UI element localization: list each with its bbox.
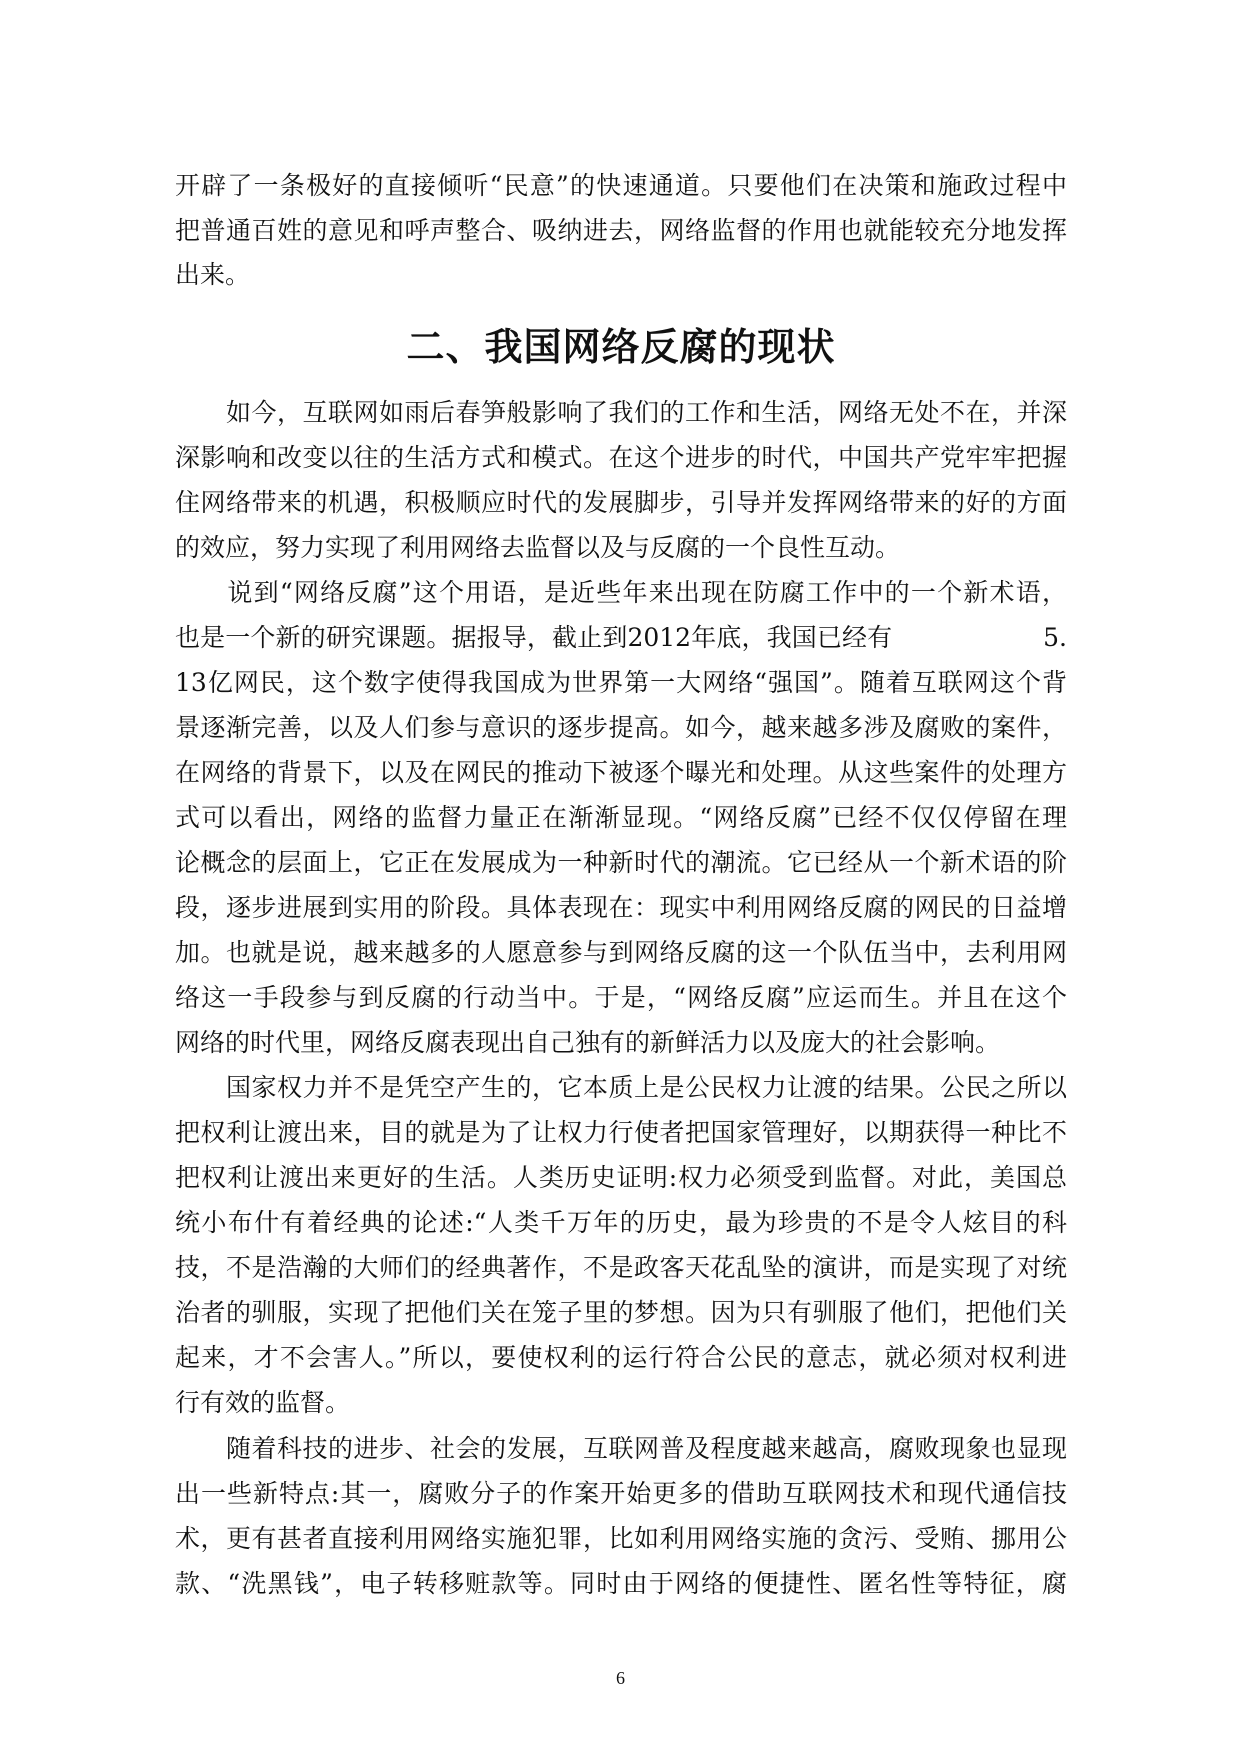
text-line: 景逐渐完善，以及人们参与意识的逐步提高。如今，越来越多涉及腐败的案件， [175,713,1067,742]
text-line: 行有效的监督。 [175,1388,351,1417]
text-line: 络这一手段参与到反腐的行动当中。于是，“网络反腐”应运而生。并且在这个 [175,983,1067,1012]
section-heading: 二、我国网络反腐的现状 [406,325,836,369]
text-line: 住网络带来的机遇，积极顺应时代的发展脚步，引导并发挥网络带来的好的方面 [175,488,1067,517]
text-line: 深影响和改变以往的生活方式和模式。在这个进步的时代，中国共产党牢牢把握 [175,443,1067,472]
text-line: 把权利让渡出来，目的就是为了让权力行使者把国家管理好，以期获得一种比不 [175,1118,1067,1147]
text-line: 起来，才不会害人。”所以，要使权利的运行符合公民的意志，就必须对权利进 [175,1343,1067,1372]
text-line: 治者的驯服，实现了把他们关在笼子里的梦想。因为只有驯服了他们，把他们关 [175,1298,1067,1327]
text-line: 在网络的背景下，以及在网民的推动下被逐个曝光和处理。从这些案件的处理方 [175,758,1067,787]
text-line: 出一些新特点:其一，腐败分子的作案开始更多的借助互联网技术和现代通信技 [175,1479,1067,1508]
text-line: 也是一个新的研究课题。据报导，截止到2012年底，我国已经有 5. [175,623,1067,652]
text-line: 国家权力并不是凭空产生的，它本质上是公民权力让渡的结果。公民之所以 [175,1073,1067,1102]
text-line: 统小布什有着经典的论述:“人类千万年的历史，最为珍贵的不是令人炫目的科 [175,1208,1067,1237]
text-line: 把权利让渡出来更好的生活。人类历史证明:权力必须受到监督。对此，美国总 [175,1163,1067,1192]
text-line: 技，不是浩瀚的大师们的经典著作，不是政客天花乱坠的演讲，而是实现了对统 [175,1253,1067,1282]
page-number: 6 [616,1668,625,1688]
text-line: 论概念的层面上，它正在发展成为一种新时代的潮流。它已经从一个新术语的阶 [175,848,1067,877]
text-line: 出来。 [175,260,251,289]
text-line: 把普通百姓的意见和呼声整合、吸纳进去，网络监督的作用也就能较充分地发挥 [175,216,1067,245]
text-line: 网络的时代里，网络反腐表现出自己独有的新鲜活力以及庞大的社会影响。 [175,1028,1001,1057]
text-line: 术，更有甚者直接利用网络实施犯罪，比如利用网络实施的贪污、受贿、挪用公 [175,1524,1067,1553]
text-line: 如今，互联网如雨后春笋般影响了我们的工作和生活，网络无处不在，并深 [175,398,1067,427]
text-line: 式可以看出，网络的监督力量正在渐渐显现。“网络反腐”已经不仅仅停留在理 [175,803,1067,832]
text-line: 的效应，努力实现了利用网络去监督以及与反腐的一个良性互动。 [175,533,901,562]
text-line: 13亿网民，这个数字使得我国成为世界第一大网络“强国”。随着互联网这个背 [175,668,1067,697]
text-line: 随着科技的进步、社会的发展，互联网普及程度越来越高，腐败现象也显现 [175,1434,1067,1463]
text-line: 加。也就是说，越来越多的人愿意参与到网络反腐的这一个队伍当中，去利用网 [175,938,1067,967]
text-line: 开辟了一条极好的直接倾听“民意”的快速通道。只要他们在决策和施政过程中 [175,171,1067,200]
text-line: 款、“洗黑钱”，电子转移赃款等。同时由于网络的便捷性、匿名性等特征，腐 [175,1569,1067,1598]
text-line: 段，逐步进展到实用的阶段。具体表现在：现实中利用网络反腐的网民的日益增 [175,893,1067,922]
text-line: 说到“网络反腐”这个用语，是近些年来出现在防腐工作中的一个新术语， [175,578,1067,607]
